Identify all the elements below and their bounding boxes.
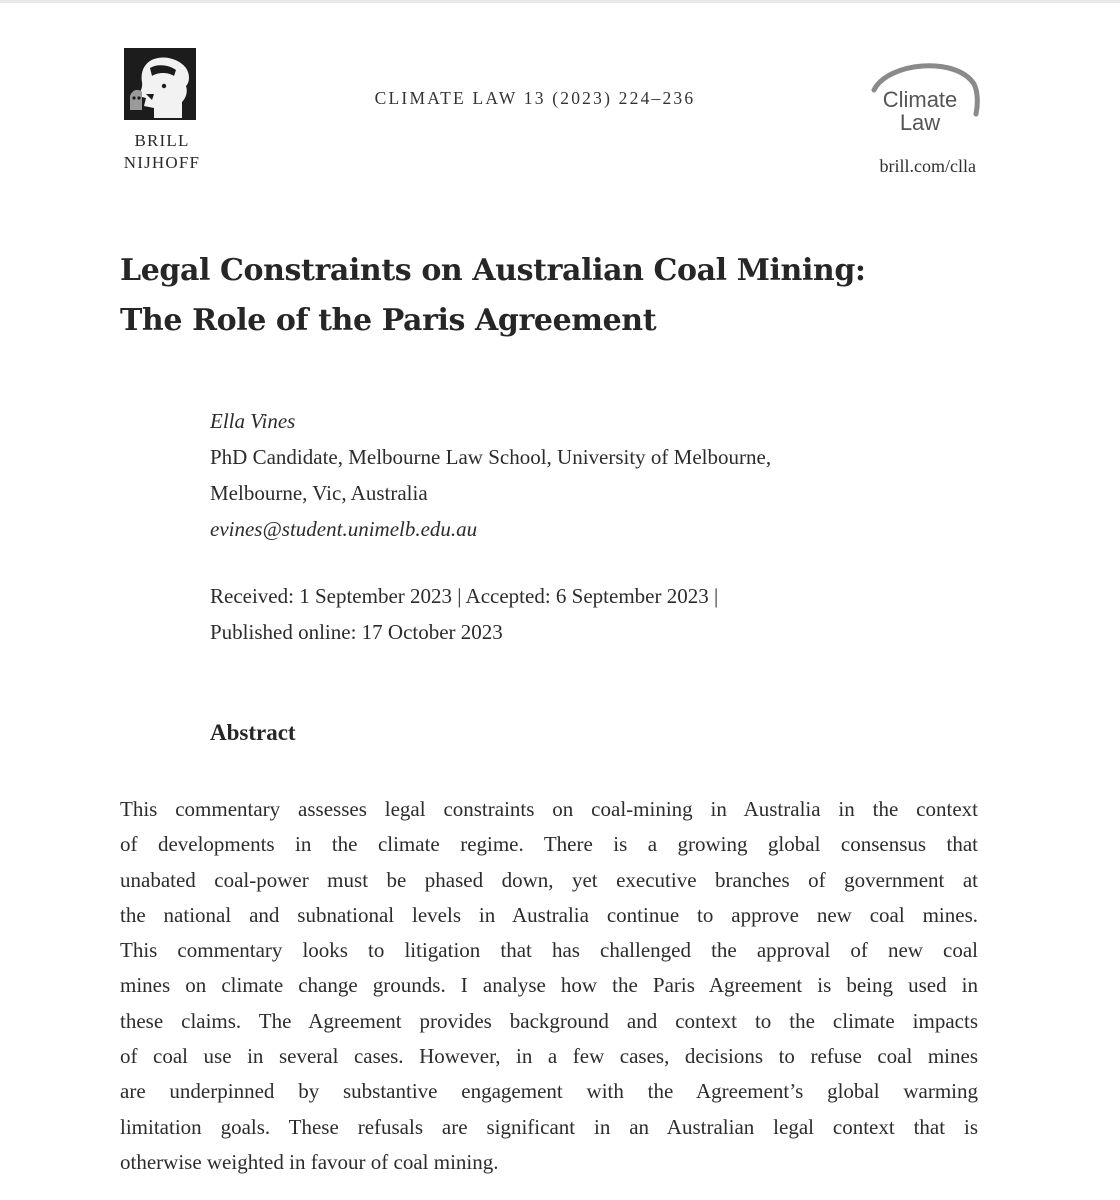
author-name: Ella Vines	[210, 409, 296, 433]
journal-url-link[interactable]: brill.com/clla	[879, 156, 976, 176]
author-email-link[interactable]: evines@student.unimelb.edu.au	[210, 517, 478, 541]
abstract-heading: Abstract	[210, 720, 296, 745]
publisher-name-line1: BRILL	[134, 131, 190, 150]
affiliation-line-1: PhD Candidate, Melbourne Law School, University of Melbourne,	[210, 445, 772, 469]
abstract-line: of coal use in several cases. However, in a few cases, decisions to refuse coal mines	[120, 1044, 978, 1069]
abstract-line: This commentary assesses legal constraints on coal-mining in Australia in the context	[120, 797, 978, 821]
publisher-name-line2: NIJHOFF	[123, 153, 201, 172]
abstract-line: otherwise weighted in favour of coal mining.	[120, 1149, 499, 1174]
affiliation-line-2: Melbourne, Vic, Australia	[210, 481, 428, 505]
journal-citation: CLIMATE LAW 13 (2023) 224–236	[374, 88, 696, 108]
abstract-line: mines on climate change grounds. I analyse how the Paris Agreement is being used in	[120, 973, 978, 998]
publication-dates	[210, 578, 970, 650]
publisher-name	[116, 130, 208, 174]
brill-logo-icon	[124, 48, 196, 120]
article-title	[120, 246, 1000, 346]
journal-logo-text	[870, 88, 970, 134]
title-line-1: Legal Constraints on Australian Coal Mining:	[120, 253, 866, 288]
abstract-line: limitation goals. These refusals are significant in an Australian legal context that is	[120, 1114, 978, 1139]
title-line-2: The Role of the Paris Agreement	[120, 303, 657, 338]
abstract-line: are underpinned by substantive engagement with the Agreement’s global warming	[120, 1079, 978, 1104]
journal-logo-line1: Climate	[882, 87, 958, 112]
abstract-line: of developments in the climate regime. There is a growing global consensus that	[120, 832, 978, 857]
abstract-line: unabated coal-power must be phased down, yet executive branches of government at	[120, 867, 978, 892]
abstract-line: This commentary looks to litigation that has challenged the approval of new coal	[120, 938, 978, 963]
abstract-body	[120, 792, 978, 1180]
dates-line-1: Received: 1 September 2023 | Accepted: 6 September 2023 |	[210, 584, 719, 608]
page-top-edge	[0, 0, 1120, 3]
abstract-line: these claims. The Agreement provides background and context to the climate impacts	[120, 1008, 978, 1033]
dates-line-2: Published online: 17 October 2023	[210, 620, 503, 644]
author-block	[210, 403, 970, 547]
abstract-line: the national and subnational levels in Australia continue to approve new coal mines.	[120, 902, 978, 927]
journal-logo-line2: Law	[899, 110, 941, 135]
